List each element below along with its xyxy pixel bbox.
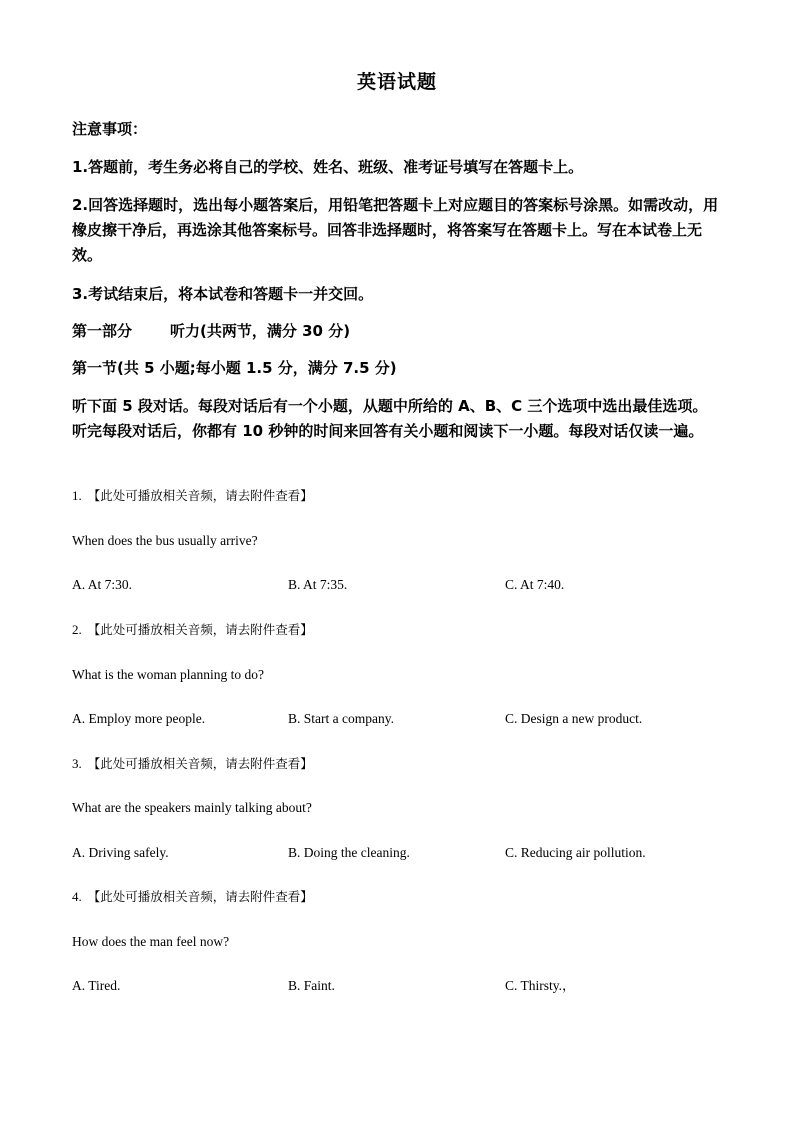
question-2-header [72,620,313,640]
question-4-header [72,887,313,907]
option-c: C. At 7:40. [505,577,565,592]
question-number: 3. [72,756,82,771]
question-3-header [72,754,313,774]
question-1-header [72,486,313,506]
question-1-options [72,575,722,595]
audio-note[interactable]: 【此处可播放相关音频，请去附件查看】 [87,622,313,637]
option-a: A. At 7:30. [72,577,133,592]
question-3-text: What are the speakers mainly talking about? [72,800,312,815]
option-b: B. At 7:35. [288,577,348,592]
option-a: A. Employ more people. [72,711,206,726]
question-number: 2. [72,622,82,637]
option-a: A. Tired. [72,978,121,993]
question-4-options [72,976,722,996]
section-heading: 第一节(共 5 小题;每小题 1.5 分，满分 7.5 分) [72,359,397,377]
option-c: C. Design a new product. [505,711,643,726]
question-2-text: What is the woman planning to do? [72,667,264,682]
question-number: 4. [72,889,82,904]
page-title: 英语试题 [356,71,437,93]
question-3-options [72,843,722,863]
option-c: C. Reducing air pollution. [505,845,646,860]
notice-item-1: 1.答题前，考生务必将自己的学校、姓名、班级、准考证号填写在答题卡上。 [72,158,584,176]
listening-instructions: 听下面 5 段对话。每段对话后有一个小题，从题中所给的 A、B、C 三个选项中选出最佳选项。听完每段对话后，你都有 10 秒钟的时间来回答有关小题和阅读下一小题。每段对话仅读一遍。 [72,397,708,440]
audio-note[interactable]: 【此处可播放相关音频，请去附件查看】 [87,889,313,904]
part-title: 听力(共两节，满分 30 分) [170,322,351,340]
option-b: B. Doing the cleaning. [288,845,410,860]
notice-item-3: 3.考试结束后，将本试卷和答题卡一并交回。 [72,285,374,303]
notice-item-2: 2.回答选择题时，选出每小题答案后，用铅笔把答题卡上对应题目的答案标号涂黑。如需改动，用橡皮擦干净后，再选涂其他答案标号。回答非选择题时，将答案写在答题卡上。写在本试卷上无效。 [72,196,719,264]
option-b: B. Faint. [288,978,335,993]
part-name: 第一部分 [72,322,133,340]
option-b: B. Start a company. [288,711,394,726]
part-heading [72,319,722,344]
question-4-text: How does the man feel now? [72,934,230,949]
audio-note[interactable]: 【此处可播放相关音频，请去附件查看】 [87,488,313,503]
audio-note[interactable]: 【此处可播放相关音频，请去附件查看】 [87,756,313,771]
question-number: 1. [72,488,82,503]
option-a: A. Driving safely. [72,845,169,860]
notice-label: 注意事项： [72,120,148,138]
question-1-text: When does the bus usually arrive? [72,533,258,548]
question-2-options [72,709,722,729]
option-c: C. Thirsty.， [505,978,576,993]
